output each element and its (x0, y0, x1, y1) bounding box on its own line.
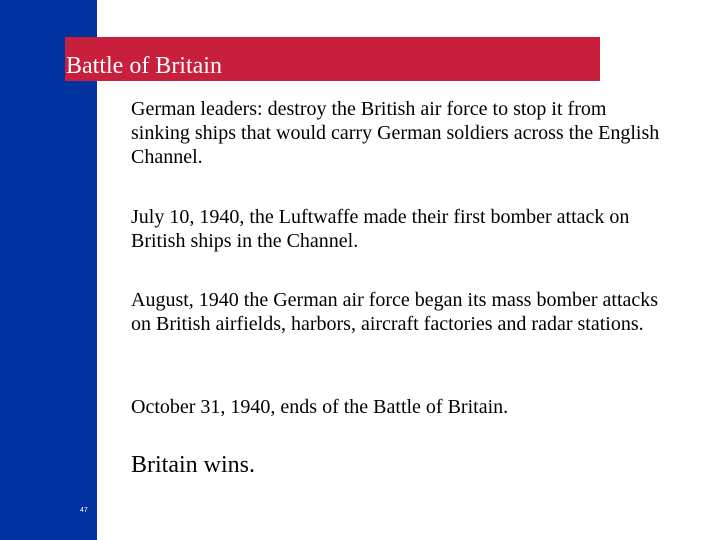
bullet-october-1940: October 31, 1940, ends of the Battle of Britain. (131, 396, 509, 418)
bullet-july-1940: July 10, 1940, the Luftwaffe made their first bomber attack on British ships in the Channel. (131, 206, 630, 252)
bullet-german-leaders: German leaders: destroy the British air force to stop it from sinking ships that would carry German soldiers across the English Channel. (131, 98, 660, 168)
sidebar-stripe (0, 0, 97, 540)
bullet-britain-wins: Britain wins. (131, 452, 255, 478)
bullet-august-1940: August, 1940 the German air force began its mass bomber attacks on British airfields, harbors, aircraft factories and radar stations. (131, 289, 659, 335)
page-number: 47 (80, 507, 88, 514)
slide-title: Battle of Britain (66, 53, 222, 79)
